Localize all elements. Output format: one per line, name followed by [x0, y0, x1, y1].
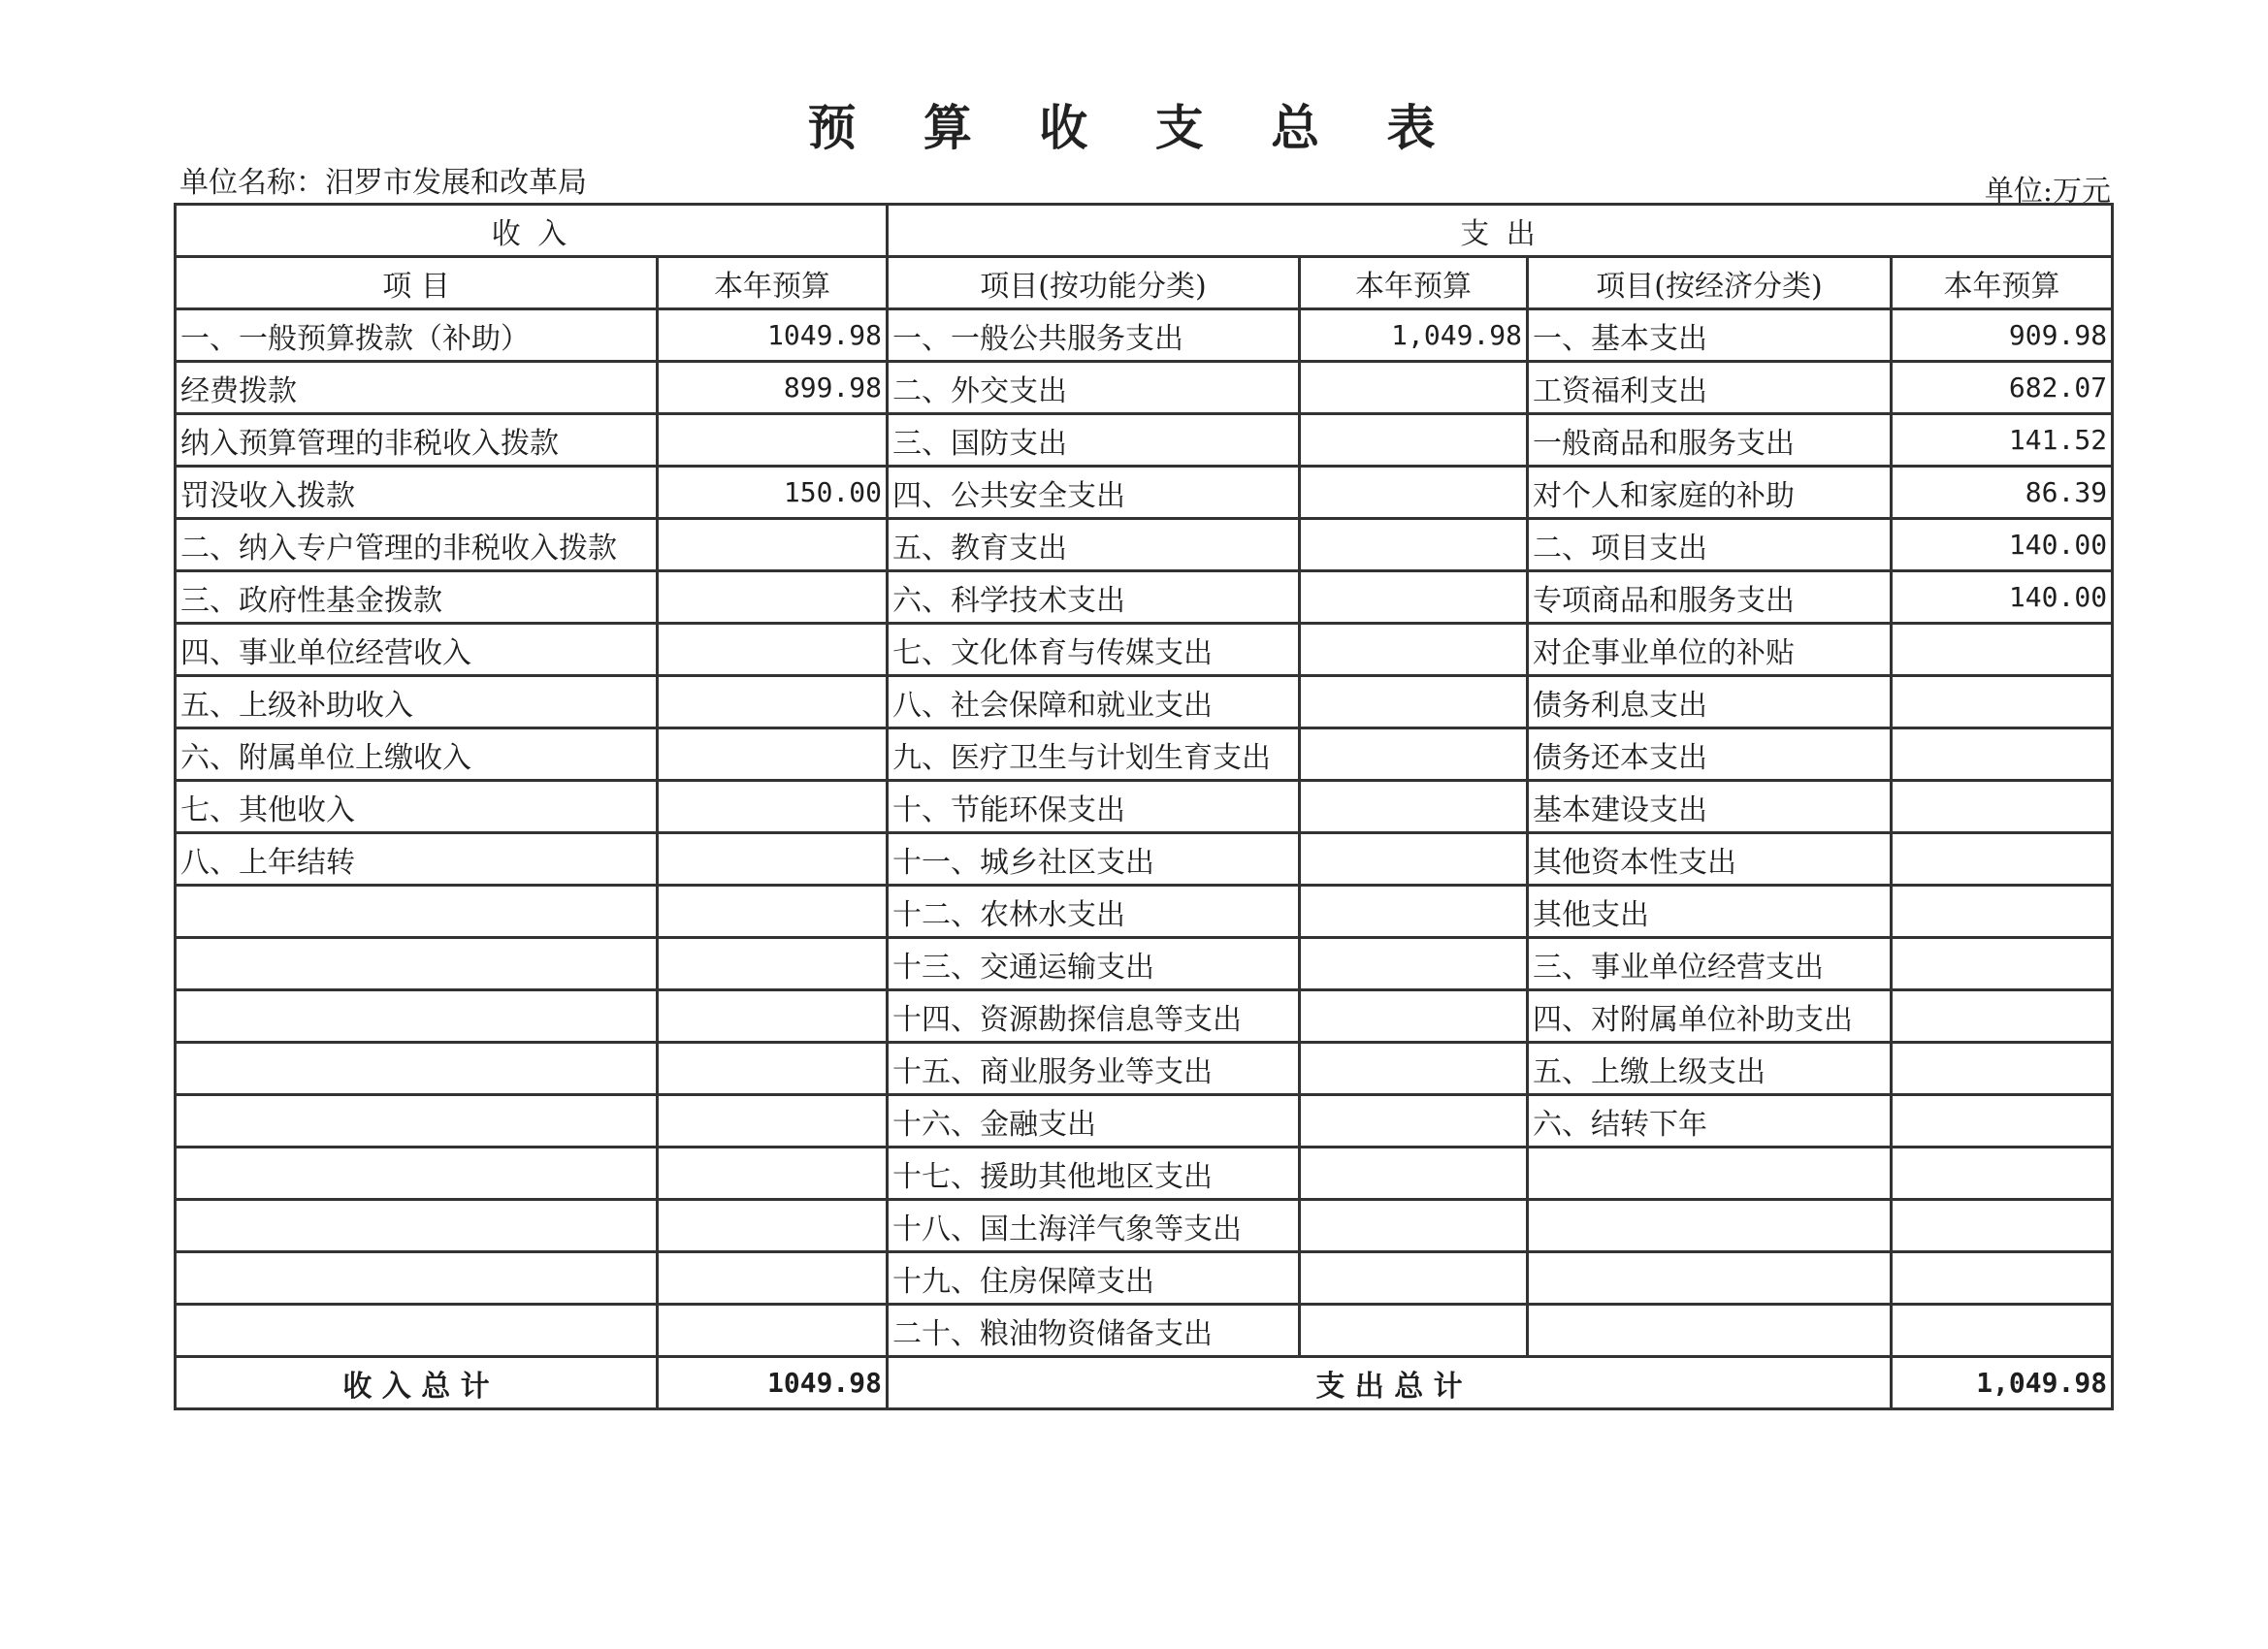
income-item-cell — [176, 1252, 658, 1305]
economic-item-cell: 四、对附属单位补助支出 — [1528, 990, 1892, 1043]
economic-item-cell: 其他资本性支出 — [1528, 833, 1892, 886]
economic-item-cell — [1528, 1305, 1892, 1357]
expense-header: 支 出 — [888, 205, 2113, 257]
table-row — [176, 519, 2113, 571]
economic-budget-cell — [1892, 1095, 2113, 1148]
economic-item-cell: 专项商品和服务支出 — [1528, 571, 1892, 624]
income-item-cell — [176, 1095, 658, 1148]
table-row — [176, 309, 2113, 362]
economic-budget-cell — [1892, 990, 2113, 1043]
unit-name: 单位名称：汨罗市发展和改革局 — [179, 166, 587, 200]
income-budget-cell — [658, 1095, 888, 1148]
table-row — [176, 990, 2113, 1043]
income-budget-cell — [658, 1043, 888, 1095]
table-row — [176, 467, 2113, 519]
function-item-cell: 十三、交通运输支出 — [888, 938, 1300, 990]
economic-item-cell: 一、基本支出 — [1528, 309, 1892, 362]
income-total-value: 1049.98 — [658, 1357, 888, 1409]
function-budget-cell — [1300, 519, 1528, 571]
economic-budget-cell — [1892, 1305, 2113, 1357]
table-row — [176, 781, 2113, 833]
income-item-cell — [176, 886, 658, 938]
economic-budget-cell — [1892, 1148, 2113, 1200]
income-item-cell — [176, 1200, 658, 1252]
income-budget-cell: 899.98 — [658, 362, 888, 414]
col-item: 项 目 — [176, 257, 658, 309]
income-budget-cell: 1049.98 — [658, 309, 888, 362]
economic-budget-cell — [1892, 886, 2113, 938]
income-item-cell: 七、其他收入 — [176, 781, 658, 833]
function-budget-cell — [1300, 1043, 1528, 1095]
function-budget-cell — [1300, 1148, 1528, 1200]
table-row — [176, 624, 2113, 676]
income-item-cell — [176, 938, 658, 990]
income-item-cell — [176, 1043, 658, 1095]
function-item-cell: 二十、粮油物资储备支出 — [888, 1305, 1300, 1357]
function-item-cell: 三、国防支出 — [888, 414, 1300, 467]
economic-item-cell: 工资福利支出 — [1528, 362, 1892, 414]
function-budget-cell — [1300, 624, 1528, 676]
function-budget-cell — [1300, 886, 1528, 938]
economic-budget-cell — [1892, 728, 2113, 781]
table-row — [176, 676, 2113, 728]
income-item-cell: 六、附属单位上缴收入 — [176, 728, 658, 781]
table-row — [176, 938, 2113, 990]
economic-budget-cell: 909.98 — [1892, 309, 2113, 362]
economic-item-cell — [1528, 1252, 1892, 1305]
function-item-cell: 十六、金融支出 — [888, 1095, 1300, 1148]
income-budget-cell: 150.00 — [658, 467, 888, 519]
economic-budget-cell — [1892, 833, 2113, 886]
function-item-cell: 五、教育支出 — [888, 519, 1300, 571]
function-item-cell: 二、外交支出 — [888, 362, 1300, 414]
income-item-cell: 纳入预算管理的非税收入拨款 — [176, 414, 658, 467]
economic-item-cell: 其他支出 — [1528, 886, 1892, 938]
function-item-cell: 六、科学技术支出 — [888, 571, 1300, 624]
function-budget-cell — [1300, 833, 1528, 886]
table-row — [176, 1305, 2113, 1357]
income-item-cell: 罚没收入拨款 — [176, 467, 658, 519]
income-total-label: 收 入 总 计 — [176, 1357, 658, 1409]
function-item-cell: 四、公共安全支出 — [888, 467, 1300, 519]
col-econ-budget: 本年预算 — [1892, 257, 2113, 309]
economic-item-cell: 债务还本支出 — [1528, 728, 1892, 781]
col-budget: 本年预算 — [658, 257, 888, 309]
economic-item-cell: 六、结转下年 — [1528, 1095, 1892, 1148]
total-row — [176, 1357, 2113, 1409]
expense-total-value: 1,049.98 — [1892, 1357, 2113, 1409]
income-item-cell: 四、事业单位经营收入 — [176, 624, 658, 676]
table-row — [176, 728, 2113, 781]
function-item-cell: 十七、援助其他地区支出 — [888, 1148, 1300, 1200]
income-budget-cell — [658, 624, 888, 676]
income-item-cell: 三、政府性基金拨款 — [176, 571, 658, 624]
income-item-cell — [176, 990, 658, 1043]
function-budget-cell — [1300, 1305, 1528, 1357]
economic-budget-cell — [1892, 781, 2113, 833]
function-budget-cell — [1300, 990, 1528, 1043]
table-row — [176, 886, 2113, 938]
income-budget-cell — [658, 1305, 888, 1357]
col-func-item: 项目(按功能分类) — [888, 257, 1300, 309]
economic-item-cell: 三、事业单位经营支出 — [1528, 938, 1892, 990]
function-item-cell: 七、文化体育与传媒支出 — [888, 624, 1300, 676]
table-row — [176, 1148, 2113, 1200]
economic-budget-cell: 86.39 — [1892, 467, 2113, 519]
income-item-cell: 八、上年结转 — [176, 833, 658, 886]
function-budget-cell — [1300, 1200, 1528, 1252]
function-item-cell: 十九、住房保障支出 — [888, 1252, 1300, 1305]
budget-table — [174, 203, 2114, 1410]
income-budget-cell — [658, 886, 888, 938]
income-budget-cell — [658, 414, 888, 467]
function-budget-cell — [1300, 467, 1528, 519]
function-item-cell: 八、社会保障和就业支出 — [888, 676, 1300, 728]
table-row — [176, 1252, 2113, 1305]
function-budget-cell — [1300, 571, 1528, 624]
function-budget-cell — [1300, 938, 1528, 990]
col-func-budget: 本年预算 — [1300, 257, 1528, 309]
function-item-cell: 九、医疗卫生与计划生育支出 — [888, 728, 1300, 781]
economic-budget-cell — [1892, 676, 2113, 728]
income-budget-cell — [658, 781, 888, 833]
income-item-cell — [176, 1305, 658, 1357]
income-budget-cell — [658, 1252, 888, 1305]
economic-item-cell — [1528, 1148, 1892, 1200]
table-row — [176, 1095, 2113, 1148]
economic-budget-cell: 682.07 — [1892, 362, 2113, 414]
income-budget-cell — [658, 1148, 888, 1200]
expense-total-label: 支 出 总 计 — [888, 1357, 1892, 1409]
economic-item-cell: 债务利息支出 — [1528, 676, 1892, 728]
currency-unit: 单位:万元 — [1984, 175, 2111, 209]
function-item-cell: 十一、城乡社区支出 — [888, 833, 1300, 886]
income-item-cell: 一、一般预算拨款（补助） — [176, 309, 658, 362]
income-item-cell — [176, 1148, 658, 1200]
income-budget-cell — [658, 676, 888, 728]
economic-budget-cell: 140.00 — [1892, 519, 2113, 571]
function-budget-cell — [1300, 728, 1528, 781]
economic-item-cell — [1528, 1200, 1892, 1252]
function-budget-cell — [1300, 676, 1528, 728]
economic-budget-cell — [1892, 1043, 2113, 1095]
income-budget-cell — [658, 938, 888, 990]
economic-item-cell: 对个人和家庭的补助 — [1528, 467, 1892, 519]
table-row — [176, 1043, 2113, 1095]
economic-item-cell: 对企事业单位的补贴 — [1528, 624, 1892, 676]
function-budget-cell — [1300, 1252, 1528, 1305]
table-row — [176, 1200, 2113, 1252]
table-row — [176, 414, 2113, 467]
economic-budget-cell: 140.00 — [1892, 571, 2113, 624]
economic-item-cell: 基本建设支出 — [1528, 781, 1892, 833]
page-title: 预 算 收 支 总 表 — [807, 99, 1461, 156]
economic-budget-cell: 141.52 — [1892, 414, 2113, 467]
income-item-cell: 二、纳入专户管理的非税收入拨款 — [176, 519, 658, 571]
function-item-cell: 十、节能环保支出 — [888, 781, 1300, 833]
function-item-cell: 十四、资源勘探信息等支出 — [888, 990, 1300, 1043]
function-item-cell: 十五、商业服务业等支出 — [888, 1043, 1300, 1095]
income-budget-cell — [658, 519, 888, 571]
economic-budget-cell — [1892, 938, 2113, 990]
income-budget-cell — [658, 1200, 888, 1252]
table-row — [176, 362, 2113, 414]
economic-item-cell: 一般商品和服务支出 — [1528, 414, 1892, 467]
function-budget-cell — [1300, 781, 1528, 833]
economic-budget-cell — [1892, 1252, 2113, 1305]
income-budget-cell — [658, 728, 888, 781]
function-budget-cell — [1300, 1095, 1528, 1148]
economic-item-cell: 五、上缴上级支出 — [1528, 1043, 1892, 1095]
income-budget-cell — [658, 990, 888, 1043]
table-row — [176, 833, 2113, 886]
function-budget-cell: 1,049.98 — [1300, 309, 1528, 362]
income-item-cell: 五、上级补助收入 — [176, 676, 658, 728]
economic-budget-cell — [1892, 1200, 2113, 1252]
function-item-cell: 十二、农林水支出 — [888, 886, 1300, 938]
table-row — [176, 571, 2113, 624]
income-item-cell: 经费拨款 — [176, 362, 658, 414]
economic-item-cell: 二、项目支出 — [1528, 519, 1892, 571]
function-budget-cell — [1300, 362, 1528, 414]
function-budget-cell — [1300, 414, 1528, 467]
income-header: 收 入 — [176, 205, 888, 257]
col-econ-item: 项目(按经济分类) — [1528, 257, 1892, 309]
income-budget-cell — [658, 571, 888, 624]
income-budget-cell — [658, 833, 888, 886]
function-item-cell: 一、一般公共服务支出 — [888, 309, 1300, 362]
economic-budget-cell — [1892, 624, 2113, 676]
function-item-cell: 十八、国土海洋气象等支出 — [888, 1200, 1300, 1252]
